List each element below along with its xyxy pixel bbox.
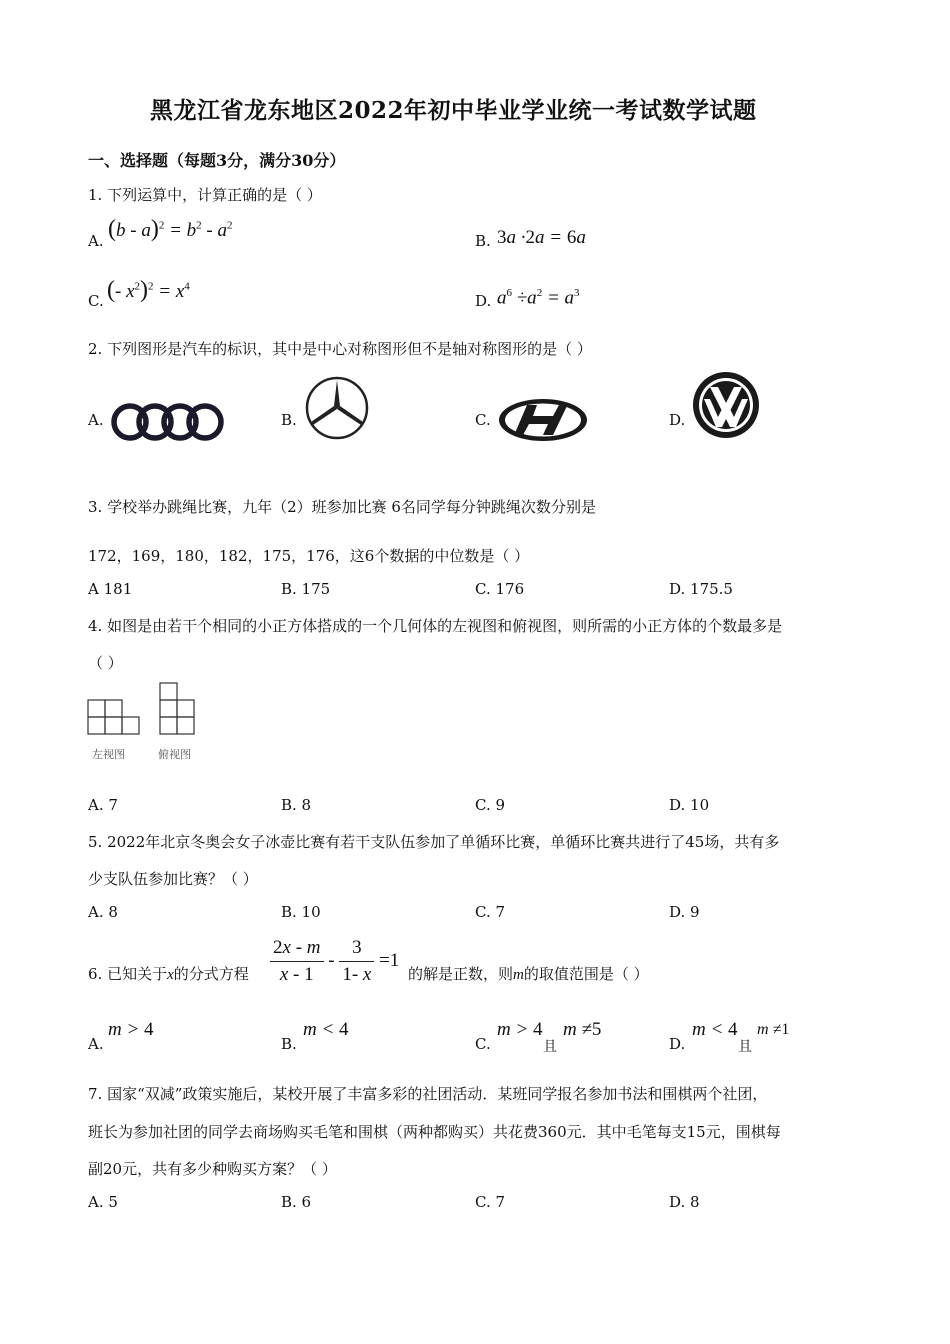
q7-stem-line3: 副20元，共有多少种购买方案？（ ） xyxy=(88,1160,337,1178)
q6-stem-post: 的解是正数，则 xyxy=(408,965,514,983)
q7-stem-line1: 7. 国家“双减”政策实施后，某校开展了丰富多彩的社团活动．某班同学报名参加书法和围棋两个社团， xyxy=(88,1085,768,1103)
q1-option-a-label: A. xyxy=(88,232,104,250)
q6-stem-x: x xyxy=(167,967,174,983)
audi-logo-icon xyxy=(108,400,224,444)
q1-option-a-formula: $(b - a)^2 = b^2 - a^2$ xyxy=(108,216,233,242)
q7-option-b: B. 6 xyxy=(281,1193,312,1211)
section-heading: 一、选择题（每题3分，满分30分） xyxy=(88,151,346,170)
q5-option-a: A. 8 xyxy=(88,903,118,921)
q6-option-c-and: 且 xyxy=(543,1039,557,1055)
q6-stem-part2 xyxy=(408,963,649,984)
q2-option-d-label: D. xyxy=(669,411,686,429)
q6-stem-end: 的取值范围是（ ） xyxy=(523,965,649,983)
q2-option-b-label: B. xyxy=(281,411,297,429)
q4-option-d: D. 10 xyxy=(669,796,710,814)
q1-option-c-label: C. xyxy=(88,292,104,310)
q6-option-c-formula: m > 4 xyxy=(497,1019,543,1040)
q5-option-b: B. 10 xyxy=(281,903,321,921)
q6-option-d-label: D. xyxy=(669,1035,686,1053)
q2-option-a-label: A. xyxy=(88,411,104,429)
q4-left-view-caption: 左视图 xyxy=(92,748,125,761)
q6-stem-part1 xyxy=(88,963,249,984)
q1-stem: 1. 下列运算中，计算正确的是（ ） xyxy=(88,186,322,204)
q4-views-figure xyxy=(86,682,206,740)
q5-option-d: D. 9 xyxy=(669,903,700,921)
q7-option-d: D. 8 xyxy=(669,1193,700,1211)
q4-option-c: C. 9 xyxy=(475,796,506,814)
q6-equation: $\frac{2x - m}{x - 1}$ - $\frac{3}{1- x}$ =1 xyxy=(270,935,399,988)
q7-option-c: C. 7 xyxy=(475,1193,506,1211)
q4-option-a: A. 7 xyxy=(88,796,118,814)
q6-option-a-formula: m > 4 xyxy=(108,1019,154,1040)
q3-option-b: B. 175 xyxy=(281,580,331,598)
q6-option-d-formula2: m ≠1 xyxy=(757,1021,790,1038)
q6-option-b-formula: m < 4 xyxy=(303,1019,349,1040)
page-title: 黑龙江省龙东地区2022年初中毕业学业统一考试数学试题 xyxy=(150,97,757,124)
q1-option-d-label: D. xyxy=(475,292,492,310)
q3-stem-line2: 172，169，180，182，175，176，这6个数据的中位数是（ ） xyxy=(88,547,530,565)
volkswagen-logo-icon xyxy=(692,371,760,439)
q4-option-b: B. 8 xyxy=(281,796,312,814)
q1-option-b-label: B. xyxy=(475,232,491,250)
q1-option-b-formula: 3a ·2a = 6a xyxy=(497,227,586,248)
q2-stem: 2. 下列图形是汽车的标识，其中是中心对称图形但不是轴对称图形的是（ ） xyxy=(88,340,592,358)
q1-option-d-formula: $a^6 \div a^2 = a^3$ xyxy=(497,287,580,309)
q7-option-a: A. 5 xyxy=(88,1193,118,1211)
q6-option-a-label: A. xyxy=(88,1035,104,1053)
q4-top-view-caption: 俯视图 xyxy=(158,748,191,761)
hyundai-logo-icon xyxy=(497,396,589,444)
q2-option-c-label: C. xyxy=(475,411,491,429)
q6-option-c-formula2: m ≠5 xyxy=(563,1019,602,1040)
q6-option-d-and: 且 xyxy=(738,1039,752,1055)
q1-option-c-formula: (- $x^2)^2 = x^4$ xyxy=(107,277,190,303)
q6-option-b-label: B. xyxy=(281,1035,297,1053)
q3-option-c: C. 176 xyxy=(475,580,525,598)
mercedes-logo-icon xyxy=(303,375,371,441)
q3-option-d: D. 175.5 xyxy=(669,580,733,598)
q6-stem-m: m xyxy=(513,967,524,983)
q5-stem-line1: 5. 2022年北京冬奥会女子冰壶比赛有若干支队伍参加了单循环比赛，单循环比赛共进行了45场，共有多 xyxy=(88,833,780,851)
q6-option-d-formula: m < 4 xyxy=(692,1019,738,1040)
q3-option-a: A 181 xyxy=(88,580,133,598)
q6-option-c-label: C. xyxy=(475,1035,491,1053)
q4-stem-line1: 4. 如图是由若干个相同的小正方体搭成的一个几何体的左视图和俯视图，则所需的小正方体的个数最多是 xyxy=(88,617,783,635)
q5-stem-line2: 少支队伍参加比赛？（ ） xyxy=(88,870,258,888)
q4-stem-line2: （ ） xyxy=(88,654,123,672)
q6-stem-mid: 的分式方程 xyxy=(173,965,249,983)
q5-option-c: C. 7 xyxy=(475,903,506,921)
q3-stem-line1: 3. 学校举办跳绳比赛，九年（2）班参加比赛 6名同学每分钟跳绳次数分别是 xyxy=(88,498,596,516)
q7-stem-line2: 班长为参加社团的同学去商场购买毛笔和围棋（两种都购买）共花费360元．其中毛笔每支15元，围棋每 xyxy=(88,1123,781,1141)
q6-stem-pre: 6. 已知关于 xyxy=(88,965,168,983)
